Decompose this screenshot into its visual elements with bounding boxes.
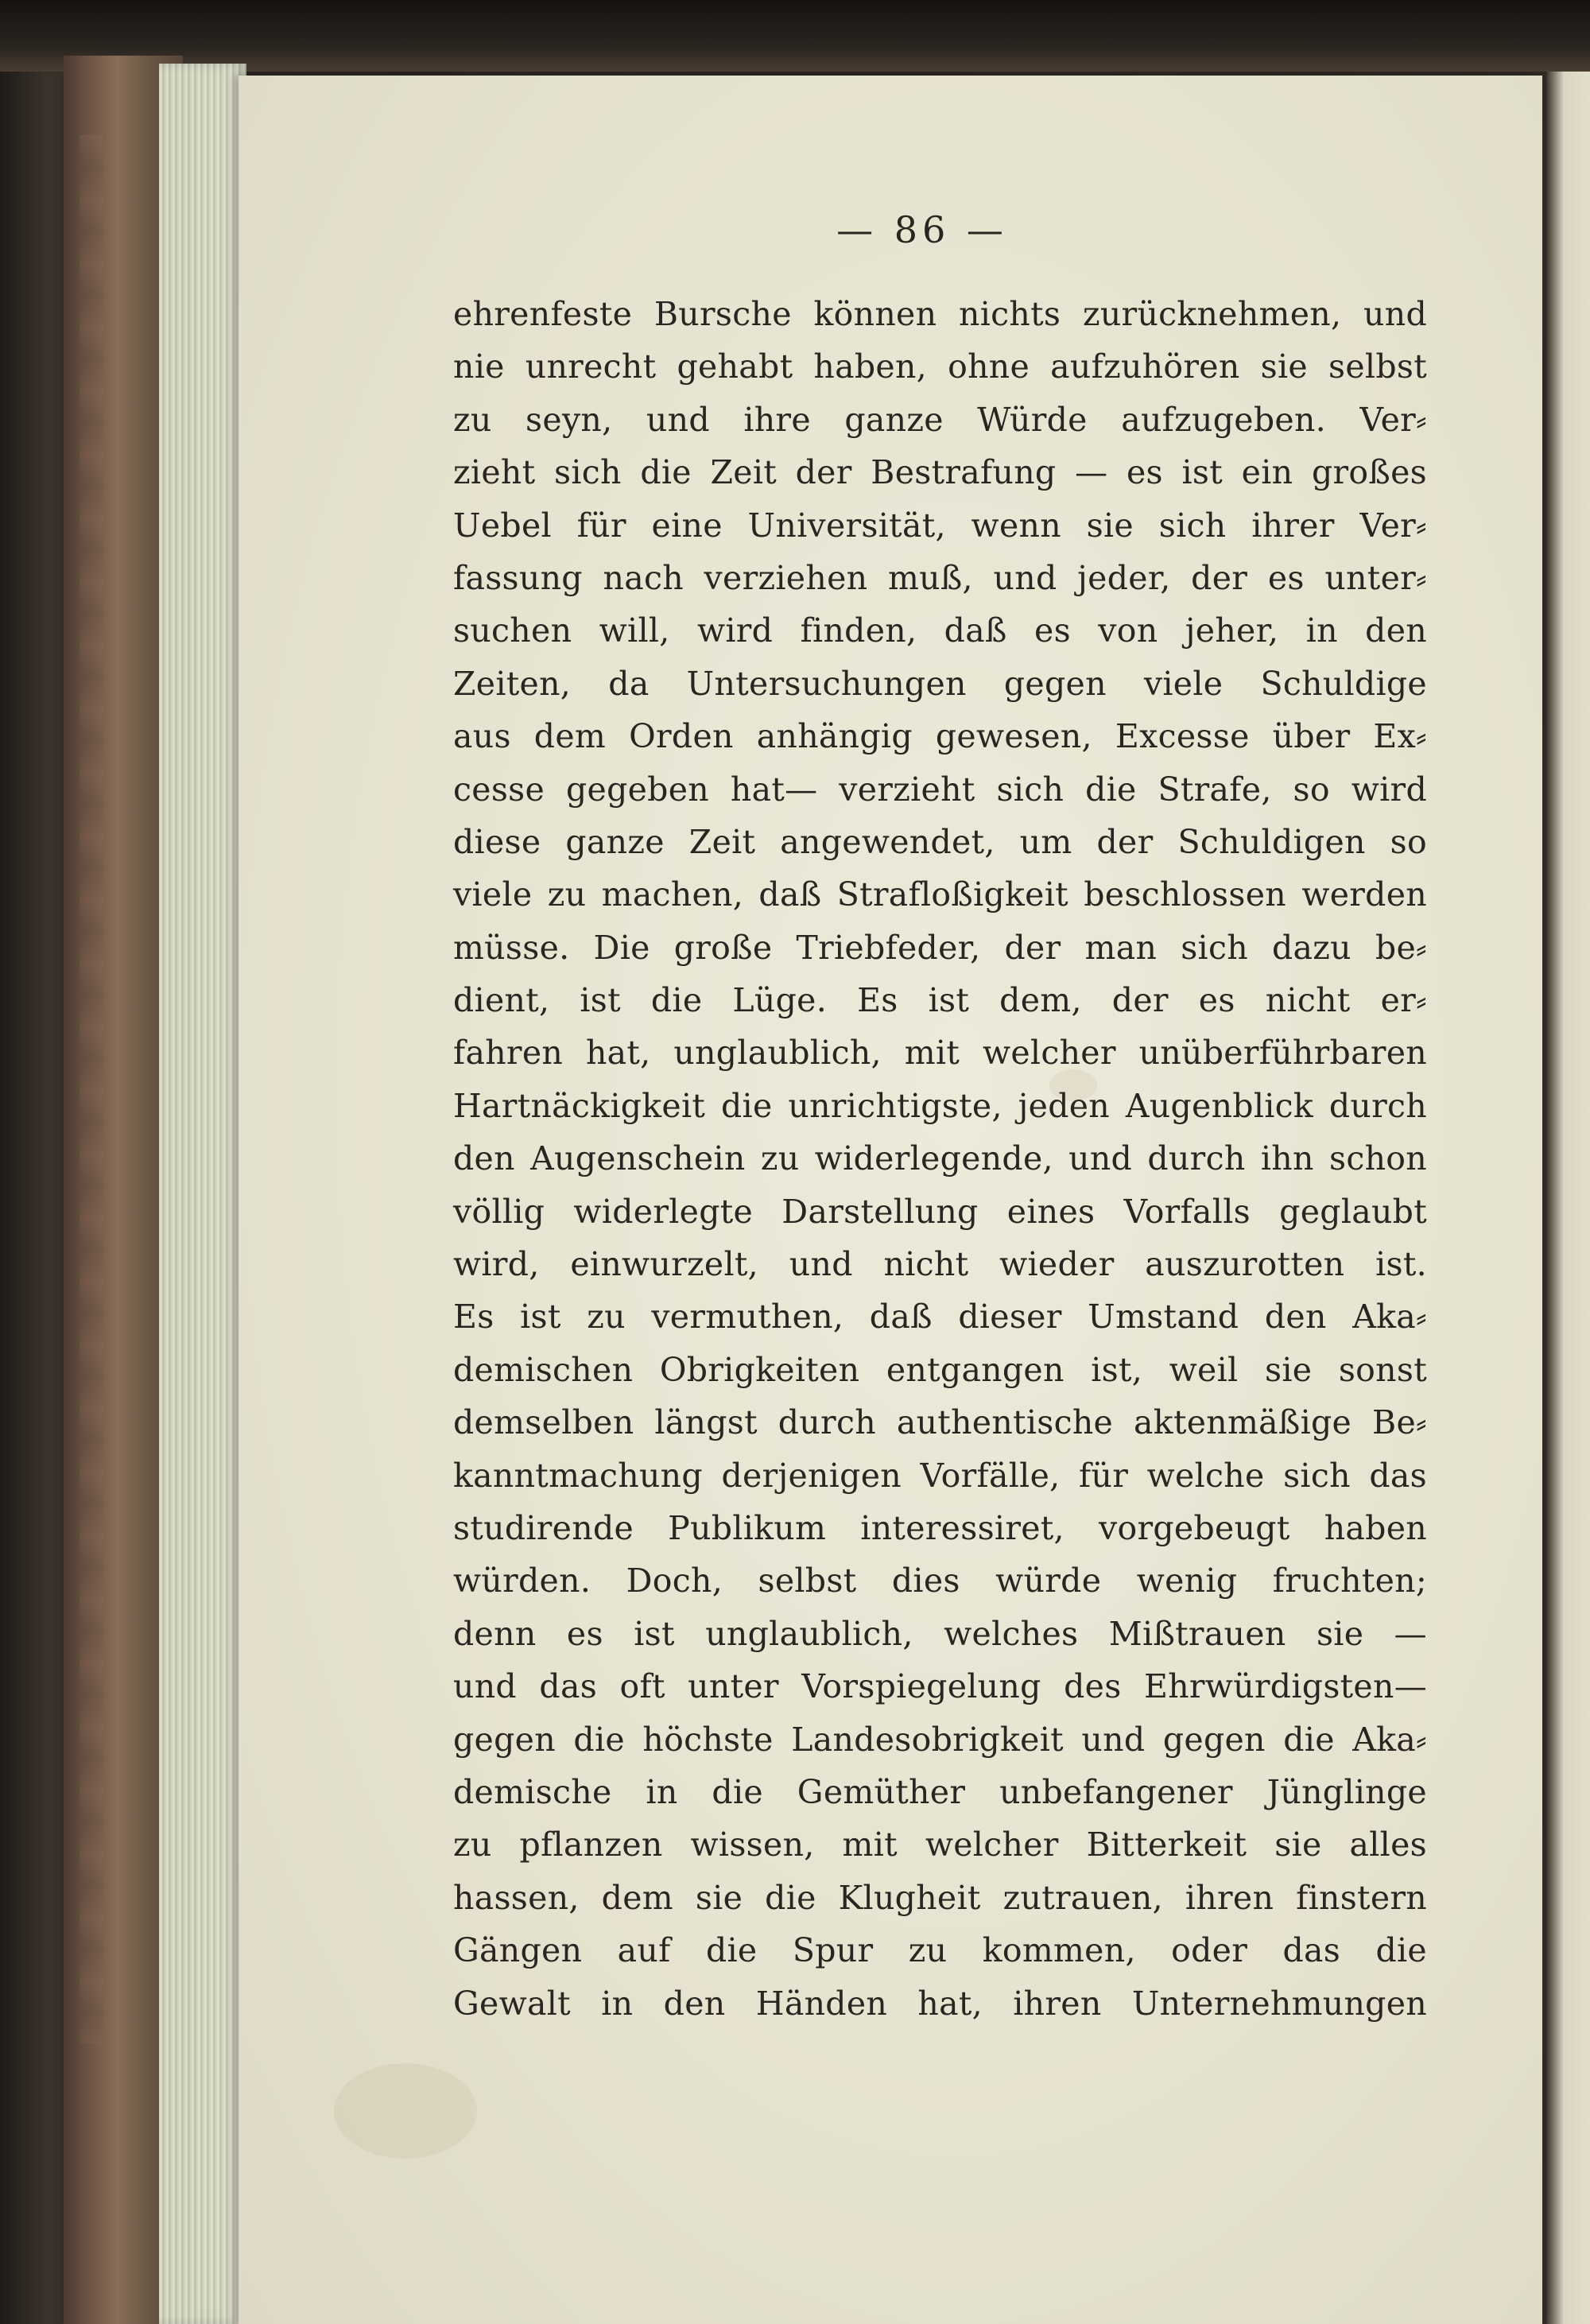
body-text xyxy=(453,288,1427,2030)
text-line: suchen will, wird finden, daß es von jeher, in den xyxy=(453,611,1427,650)
text-line: zieht sich die Zeit der Bestrafung — es ist ein großes xyxy=(453,453,1427,492)
text-line: cesse gegeben hat— verzieht sich die Strafe, so wird xyxy=(453,770,1427,809)
text-line: ehrenfeste Bursche können nichts zurücknehmen, und xyxy=(453,295,1427,333)
text-line: zu seyn, und ihre ganze Würde aufzugeben. Ver⸗ xyxy=(453,400,1427,439)
text-line: zu pflanzen wissen, mit welcher Bitterkeit sie alles xyxy=(453,1825,1427,1864)
text-line: fahren hat, unglaublich, mit welcher unüberführbaren xyxy=(453,1034,1427,1073)
text-line: aus dem Orden anhängig gewesen, Excesse über Ex⸗ xyxy=(453,717,1427,756)
text-line: würden. Doch, selbst dies würde wenig fruchten; xyxy=(453,1562,1427,1600)
text-line: Uebel für eine Universität, wenn sie sich ihrer Ver⸗ xyxy=(453,506,1427,545)
text-line: Gängen auf die Spur zu kommen, oder das die xyxy=(453,1931,1427,1970)
text-line: demische in die Gemüther unbefangener Jünglinge xyxy=(453,1772,1427,1811)
page-number: — 86 — xyxy=(836,208,1008,251)
text-line: diese ganze Zeit angewendet, um der Schuldigen so xyxy=(453,822,1427,861)
text-line: demischen Obrigkeiten entgangen ist, weil sie sonst xyxy=(453,1350,1427,1389)
text-line: müsse. Die große Triebfeder, der man sich dazu be⸗ xyxy=(453,928,1427,967)
text-line: gegen die höchste Landesobrigkeit und gegen die Aka⸗ xyxy=(453,1720,1427,1759)
text-line: studirende Publikum interessiret, vorgebeugt haben xyxy=(453,1508,1427,1547)
text-line: kanntmachung derjenigen Vorfälle, für welche sich das xyxy=(453,1456,1427,1495)
text-line: den Augenschein zu widerlegende, und durch ihn schon xyxy=(453,1139,1427,1178)
text-line: dient, ist die Lüge. Es ist dem, der es nicht er⸗ xyxy=(453,981,1427,1020)
text-line: demselben längst durch authentische aktenmäßige Be⸗ xyxy=(453,1403,1427,1442)
text-line: Hartnäckigkeit die unrichtigste, jeden Augenblick durch xyxy=(453,1086,1427,1125)
text-line: Gewalt in den Händen hat, ihren Unternehmungen xyxy=(453,1984,1427,2023)
text-line: viele zu machen, daß Strafloßigkeit beschlossen werden xyxy=(453,875,1427,914)
page-stack-edges xyxy=(159,64,246,2324)
facing-page-sliver xyxy=(1546,72,1590,2324)
text-line: fassung nach verziehen muß, und jeder, der es unter⸗ xyxy=(453,558,1427,597)
text-line: Zeiten, da Untersuchungen gegen viele Schuldige xyxy=(453,664,1427,703)
paper-stain xyxy=(334,2063,477,2159)
binding-top-edge xyxy=(0,0,1590,72)
text-line: denn es ist unglaublich, welches Mißtrauen sie — xyxy=(453,1614,1427,1653)
text-line: Es ist zu vermuthen, daß dieser Umstand den Aka⸗ xyxy=(453,1298,1427,1337)
text-line: nie unrecht gehabt haben, ohne aufzuhören sie selbst xyxy=(453,347,1427,386)
text-line: wird, einwurzelt, und nicht wieder auszurotten ist. xyxy=(453,1245,1427,1284)
text-line: hassen, dem sie die Klugheit zutrauen, ihren finstern xyxy=(453,1878,1427,1917)
text-line: und das oft unter Vorspiegelung des Ehrwürdigsten— xyxy=(453,1667,1427,1706)
text-line: völlig widerlegte Darstellung eines Vorfalls geglaubt xyxy=(453,1192,1427,1231)
